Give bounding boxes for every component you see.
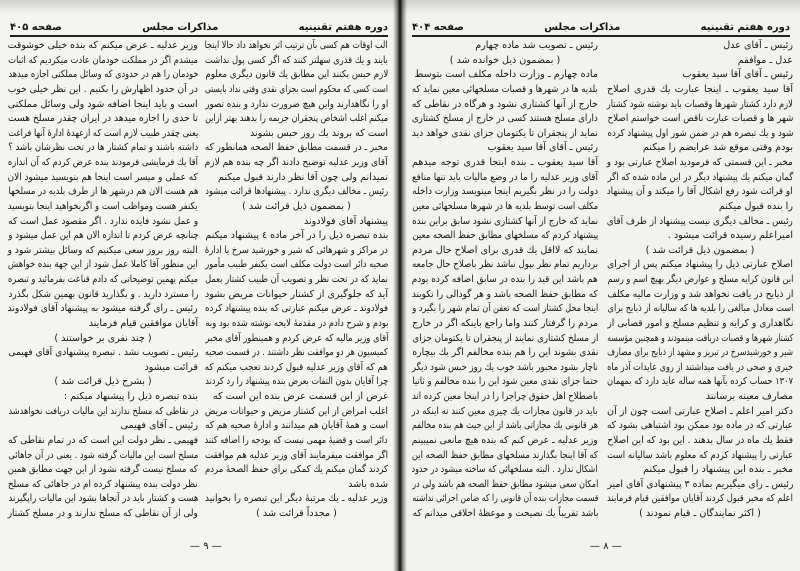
text-line xyxy=(8,201,198,213)
text-line xyxy=(412,99,598,111)
text-line-content: نماید که در تحت نظر و تصویب آن طبیب کشتار بعمل xyxy=(205,274,388,285)
text-line-content: که مسلخ نیست گرفته نشود از این جهت مطابق همین xyxy=(7,464,198,476)
text-line-content: در مراکز و شهرهائی که شیر و خورشید سرخ یا ادارهٔ xyxy=(205,244,388,256)
text-line xyxy=(8,508,198,520)
text-line-content: امکان سعی میشود مطابق حفظ الصحه هم باشد ولی در xyxy=(411,478,598,490)
text-line xyxy=(205,245,388,257)
text-line xyxy=(205,274,388,286)
text-line xyxy=(205,303,388,315)
text-line xyxy=(205,406,388,418)
text-line-content: که آقا اینجا بگذارند مسلخهای مطابق حفظ الصحه این xyxy=(411,449,598,461)
text-line-content: چنانچه عرض کردم تا اندازه الان هم این عمل میشود و xyxy=(7,230,198,242)
text-line-content: خودمان را هم در حدودی که وسائل مملکتی اجازه میدهد xyxy=(8,69,198,81)
text-line xyxy=(412,259,598,271)
text-line-content: نقدی بشوند این را هم بنده مخالفم اگر یك بیچاره xyxy=(411,347,598,359)
text-line-content: شیر و خورشیدسرخ در تبریز و مشهد از ذبایح برای مصارف xyxy=(607,347,793,359)
text-line-content: رئیس ـ رای میگیریم بماده ۳ پیشنهادی آقای امیر xyxy=(606,478,793,490)
text-line xyxy=(205,289,388,301)
text-line-content: فهیمی ـ نظر دولت این است که در تمام نقاطی که xyxy=(7,434,198,446)
text-line-content: البته روز بروز سعی میکنیم که وسائل بیشتر شود و xyxy=(7,244,198,256)
text-line xyxy=(8,186,198,198)
text-line xyxy=(205,464,388,476)
text-line-content: از ذبایح در یافت نخواهد شد و وزارت مالیه مکلف xyxy=(606,288,793,300)
text-line-content: رئیس ـ مخالف دیگری ندارد . پیشنهادها قرائت میشود xyxy=(205,186,388,198)
text-line-content: دولت را در نظر بگیریم اینجا مینویسد وزارت داخله xyxy=(411,186,598,198)
text-line xyxy=(607,216,793,228)
text-line-content: گمان میکنم یك پیشنهاد دیگر در این ماده شده که اگر xyxy=(607,171,793,183)
text-line xyxy=(607,376,793,388)
text-line xyxy=(8,128,198,140)
text-line-content: ( بمضمون ذیل قرائت شد ) xyxy=(242,200,351,212)
text-line xyxy=(412,40,598,52)
text-line xyxy=(412,274,598,286)
text-line-content: اشکال ندارد . البته مسلخهائی که ساخته میشود در حدود xyxy=(411,464,598,476)
text-line xyxy=(205,216,388,228)
text-line xyxy=(412,391,598,403)
text-line-content: میکنم بهمین توضیحاتی که دادم قناعت بفرمائید و تبصره xyxy=(7,274,198,285)
text-line xyxy=(8,464,198,476)
text-line-content: قسمت مجازات بنده آن قانونی را که ضامن اجرائی نداشته xyxy=(411,493,598,505)
header-rule xyxy=(10,35,388,37)
text-line xyxy=(205,157,388,169)
text-line-content: آقایان موافقین قیام فرمایند xyxy=(88,317,198,329)
text-line xyxy=(607,303,793,315)
text-line xyxy=(8,347,198,359)
text-line-content: بنده تبصره ذیل را پیشنهاد میکنم : xyxy=(63,391,198,402)
text-line xyxy=(8,113,198,125)
text-line-content: آقای وزیر عدلیه را ما در وضع مالیات باید تنها منافع xyxy=(411,171,598,183)
text-line xyxy=(607,420,793,432)
text-line-content: بایند و یك قدری سهلتر کنند که اگر کسی پول نداشت xyxy=(205,54,388,66)
text-line xyxy=(205,450,388,462)
text-line-content: لازم حبس بکنند این مطابق یك قانون دیگری معلوم xyxy=(204,69,388,81)
text-line xyxy=(412,464,598,476)
text-line-content: قرائت میشود xyxy=(144,361,198,373)
text-line xyxy=(8,216,198,228)
text-line-content: مسلخ است این مالیات گرفته شود . یعنی در آن جاهائی xyxy=(8,449,198,461)
text-line-content: وزیر عدلیه ـ عرض کنم که بنده هیچ مانعی نمیبینم xyxy=(412,434,598,446)
text-line-content: الب اوقات هم کسی بآن ترتیب اثر نخواهد داد حالا اینجا xyxy=(205,40,388,51)
text-line-content: میکنم اغلب اشخاص پنجقران جریمه را بدهند بهتر ازاین xyxy=(204,113,388,125)
text-line-content: رئیس ـ مخالف دیگری نیست پیشنهاد از طرف آقای xyxy=(606,215,793,227)
text-line xyxy=(205,69,388,81)
text-line-content: ولی از آن نقاطی که مسلخ ندارند و در مسلخ کشتار xyxy=(7,508,198,519)
text-line-content: را بنده قبول میکنم xyxy=(718,200,793,212)
text-line-content: عدل ـ موافقم xyxy=(737,54,793,66)
text-line-content: ( بشرح ذیل قرائت شد ) xyxy=(54,376,152,388)
text-line xyxy=(412,142,598,154)
text-line-content: اگر موافقت میفرمایند آقای وزیر عدلیه هم موافقت xyxy=(204,449,388,461)
text-line-content: امیراعلم رسیده قرائت میشود . xyxy=(667,230,793,242)
text-line xyxy=(8,99,198,111)
text-line xyxy=(205,142,388,154)
text-line xyxy=(8,274,198,286)
text-line xyxy=(412,289,598,301)
text-line-content: غرض از این قسمت عرض بنده این است که xyxy=(212,391,388,402)
text-line xyxy=(8,172,198,184)
text-line xyxy=(607,186,793,198)
text-line xyxy=(8,450,198,462)
text-line-content: خارج از آنها کشتاری نشود و هرگاه در نقاطی که xyxy=(411,98,598,110)
text-line-content: کشتار شهرها و قصبات دریافت مینمودند و همچنین مؤسسه xyxy=(606,332,793,344)
text-line xyxy=(205,420,388,432)
text-line xyxy=(607,55,793,67)
text-line-content: ( مجدداً قرائت شد ) xyxy=(256,508,337,519)
text-line-content: مکلف است توسط بلدیه ها در شهرها مسلخهائی معین xyxy=(412,200,598,212)
text-line-content: هم هست الان هم درشهر ها از طرف بلدیه در مسلخها xyxy=(8,186,198,198)
text-line-content: است معادل مبالغی را بلدیه ها که سالیانه از ذبایح برای xyxy=(607,303,793,315)
text-line xyxy=(205,479,388,491)
text-line xyxy=(205,172,388,184)
text-line-content: که مطابق حفظ الصحه باشد و هر گودالی را نکوبند xyxy=(412,288,598,300)
text-line xyxy=(8,157,198,169)
text-line-content: برداریم تمام نظر بپول نباشد نظر باصلاح حال جامعه xyxy=(411,259,598,271)
text-line-content: کردند گمان میکنم یك کمکی برای حفظ الصحهٔ مردم xyxy=(204,464,388,476)
text-line xyxy=(412,347,598,359)
text-line-content: تا حدی را اجازه میدهد در ایران چقدر مسلخ هست xyxy=(7,113,198,125)
text-line-content: بودم وقتی موقع شد عرایضم را میکنم xyxy=(642,142,793,154)
journal-title: مذاکرات مجلس xyxy=(544,22,621,33)
text-line xyxy=(607,201,793,213)
text-line xyxy=(607,464,793,476)
text-line xyxy=(412,84,598,96)
text-line-content: شود و یك تبصره هم در ضمن شور اول پیشنهاد کرده xyxy=(607,127,793,139)
text-line xyxy=(205,113,388,125)
text-line-content: ( اکثر نمایندگان ـ قیام نمودند ) xyxy=(639,508,761,519)
text-line-content: رئیس ـ تصویب نشد . تبصره پیشنهادی آقای فهیمی xyxy=(7,347,198,359)
text-line-content: ناچار بشود مجبور باشد خوب یك روز حبس شود دیگر xyxy=(412,361,598,373)
text-column xyxy=(205,40,388,520)
text-line xyxy=(607,493,793,505)
text-line xyxy=(412,216,598,228)
text-line xyxy=(607,435,793,447)
text-line xyxy=(607,245,793,257)
text-line xyxy=(205,186,388,198)
text-line xyxy=(205,84,388,96)
text-line-content: ( چند نفری بر خواستند ) xyxy=(54,332,152,344)
text-line-content: آقای وزیر مالیه که عرض کردم و همینطور آقای مخبر xyxy=(204,332,388,344)
text-line-content: چرا آقایان بدون التفات بعرض بنده پیشنهاد را رد کردند xyxy=(204,376,388,388)
page-footer-number: — ۸ — xyxy=(590,541,622,552)
text-line-content: باید در قانون مجازات یك چیزی معین کنند نه اینکه در xyxy=(411,405,598,417)
text-line xyxy=(412,450,598,462)
text-line xyxy=(607,479,793,491)
text-line-content: صحیه دائر است دولت مکلف است یکنفر طبیب مأمور xyxy=(204,259,388,271)
text-line xyxy=(607,318,793,330)
text-line xyxy=(8,142,198,154)
text-line xyxy=(412,406,598,418)
text-column xyxy=(607,40,793,520)
text-line-content: است که بروند یك روز حبس بشوند xyxy=(249,127,388,139)
text-line xyxy=(607,508,793,520)
text-line-content: کمیسیون هر دو موافقت نظر داشتند . در قسمت صحیه xyxy=(205,347,388,359)
text-line xyxy=(607,172,793,184)
text-line-content: عبارتی را پیشنهاد کردم که معلوم باشد سالیانه است xyxy=(607,449,793,461)
text-line-content: نمیدانم ولی چون آقا نظر دارند قبول میکنم xyxy=(217,171,388,183)
text-line-content: وزیر عدلیه ـ یك مرتبهٔ دیگر این تبصره را بخوانید xyxy=(204,493,388,505)
text-line-content: رئیس ـ آقای عدل xyxy=(723,40,793,51)
text-line-content: وزیر عدلیه ـ عرض میکنم که بنده خیلی خوشوقت xyxy=(8,40,198,51)
text-line-content: است و همهٔ آقایان هم میدانند و ادارهٔ صحیه هم که xyxy=(205,420,388,432)
text-line-content: هر قانونی یك مجازاتی باشد از این حیث هم بنده مخالفم xyxy=(411,420,598,432)
text-line-content: هم باشد این قید را بنده در سابق اضافه کرده بودم xyxy=(412,274,598,285)
header-rule xyxy=(412,35,790,37)
text-line-content: شهر ها و قصبات عبارت ناقص است خواستم اصلاح xyxy=(607,113,793,125)
text-line-content: ( بمضمون ذیل قرائت شد ) xyxy=(645,244,755,256)
text-line-content: فولادوند ـ عرض میکنم عبارتی که بنده پیشنهاد کرده xyxy=(204,303,388,315)
text-line xyxy=(8,420,198,432)
text-line-content: آقا یك فرمایشی فرمودند بنده عرض کردم که آن اندازه xyxy=(7,157,198,168)
text-line-content: باصطلاح اهل حقوق چراجزا را در اینجا معین کرده اند xyxy=(411,391,598,402)
text-line-content: خیری و صحی در یافت میداشتند از روی عایدات آذر ماه xyxy=(607,361,793,373)
text-line xyxy=(205,391,388,403)
text-line-content: نماید که خارج از آنها کشتاری نشود سابق براین بنده xyxy=(411,215,598,227)
text-line xyxy=(412,113,598,125)
text-line-content: هم که آقای وزیر عدلیه قبول کردند تعجب میکنم که xyxy=(205,361,388,373)
text-line xyxy=(412,303,598,315)
text-line xyxy=(412,157,598,169)
text-line-content: مردم را گرفتار کنند واما راجع باینکه اگر در خارج xyxy=(412,317,598,329)
text-line xyxy=(607,289,793,301)
text-line-content: داشته باشند و تمام کشتار ها در تحت نظرشان باشد ؟ xyxy=(8,142,198,154)
text-line xyxy=(8,84,198,96)
text-line xyxy=(205,55,388,67)
text-line xyxy=(607,362,793,374)
text-line-content: بنده تبصره ذیل را در آخر ماده ٤ پیشنهاد میکنم xyxy=(205,230,388,242)
text-line xyxy=(412,508,598,520)
text-line xyxy=(205,99,388,111)
text-line-content: نمایند که لااقل یك قدری برای اصلاح حال مردم xyxy=(411,244,598,256)
text-line xyxy=(412,201,598,213)
text-line-content: او را نگاهدارند واین هیچ ضرورت ندارد و بنده تصور xyxy=(205,98,388,110)
text-line xyxy=(412,128,598,140)
session-title: دوره هفتم تقنینیه xyxy=(700,22,790,33)
text-line xyxy=(412,435,598,447)
text-line-content: ماده چهارم ـ وزارت داخله مکلف است بتوسط xyxy=(414,69,598,81)
text-line xyxy=(412,230,598,242)
text-line xyxy=(8,303,198,315)
text-line xyxy=(412,420,598,432)
text-line xyxy=(412,55,598,67)
text-line xyxy=(205,347,388,359)
text-line-content: آقا سید یعقوب ـ اینجا عبارت یك قدری اصلاح xyxy=(606,83,793,95)
text-line xyxy=(205,508,388,520)
text-line xyxy=(8,406,198,418)
text-line xyxy=(607,84,793,96)
text-line-content: آقا سید یعقوب ـ بنده اینجا قدری توجه میدهم xyxy=(411,157,598,168)
text-line xyxy=(607,99,793,111)
text-line-content: عبارتی که در ماده بود ممکن بود اشتباهی بشود که xyxy=(607,420,793,432)
text-line xyxy=(205,362,388,374)
text-line xyxy=(8,259,198,271)
text-line-content: اعلم که مخبر قبول کردند آقایان موافقین قیام فرمایند xyxy=(607,493,793,505)
text-line xyxy=(205,318,388,330)
text-line xyxy=(205,435,388,447)
text-line xyxy=(8,493,198,505)
text-line xyxy=(607,406,793,418)
text-line-content: در آن حدود اظهارش را بکنیم . این نظر خیلی خوب xyxy=(8,83,198,95)
text-column xyxy=(412,40,598,520)
text-line-content: اصلاح عبارتی ذیل را پیشنهاد میکنم پس از اجرای xyxy=(606,259,793,271)
text-line xyxy=(607,333,793,345)
text-line xyxy=(205,333,388,345)
text-line-content: را مسترد دارید . و بگذارید قانون بهمین شکل بگذرد xyxy=(8,288,198,300)
text-line xyxy=(607,450,793,462)
text-line-content: نظر دولت بنده پیشنهاد کرده ام در جاهائی که مسلخ xyxy=(8,478,198,490)
page-number: صفحه ۴۰۴ xyxy=(412,22,464,33)
text-line-content: رئیس ـ تصویب شد ماده چهارم xyxy=(475,40,598,51)
text-line xyxy=(8,289,198,301)
text-line-content: دائر است و قضیهٔ مهمی نیست که بودجه را اضافه کنند xyxy=(204,434,388,446)
text-line xyxy=(607,347,793,359)
text-line xyxy=(8,245,198,257)
text-line-content: این منظور آقا کاملا عمل شود از این جهة بنده خواهش xyxy=(8,259,198,271)
text-line-content: لازم دارد کشتار شهرها وقصبات باید نوشته شود کشتار xyxy=(606,98,793,110)
text-line xyxy=(8,435,198,447)
text-line xyxy=(412,479,598,491)
text-line xyxy=(412,245,598,257)
text-line xyxy=(8,55,198,67)
text-line-content: رئیس ـ آقای آقا سید یعقوب xyxy=(682,69,793,81)
text-line xyxy=(8,69,198,81)
text-line-content: در نقاطی که مسلخ ندارند این مالیات دریافت نخواهدشد xyxy=(7,405,198,417)
text-line xyxy=(412,493,598,505)
text-line xyxy=(8,318,198,330)
text-line xyxy=(8,40,198,52)
text-line xyxy=(412,172,598,184)
text-line xyxy=(8,391,198,403)
text-line-content: مخبر ـ در قسمت مطابق حفظ الصحه همانطور که xyxy=(205,142,388,154)
text-line-content: بودم و شرح دادم در مقدمهٔ لایحه نوشته شده بود وبه xyxy=(204,317,388,329)
text-line-content: شده باشد xyxy=(348,478,388,490)
text-line-content: مصارف معینه برسانند xyxy=(705,391,793,402)
text-line xyxy=(205,40,388,52)
text-line xyxy=(607,391,793,403)
text-line-content: باشد تقریباً یك نصیحت و موعظهٔ اخلاقی میدانم که xyxy=(412,508,598,519)
session-title: دوره هفتم تقنینیه xyxy=(298,22,388,33)
text-line-content: اغلب امراض از این کشتار مریض و حیوانات مریض xyxy=(204,405,388,417)
text-line-content: یکنفر هست ومواظب است و اگربخواهید اینجا بنویسید xyxy=(8,200,198,212)
text-line-content: ( بمضمون ذیل خوانده شد ) xyxy=(449,54,561,66)
text-line-content: پیشنهاد آقای فولادوند xyxy=(303,215,388,227)
text-line-content: پیشنهاد کردم که مسلخهای مطابق حفظ الصحه معین xyxy=(412,230,598,242)
text-line-content: که عملی و میسر است اینجا هم بنویسید میشود الان xyxy=(7,171,198,183)
text-line xyxy=(8,333,198,345)
text-line xyxy=(205,493,388,505)
left-page-header xyxy=(10,19,388,33)
text-line xyxy=(607,113,793,125)
text-line-content: است کسی که محکوم است بجزای نقدی وقتی نداد بایستی xyxy=(204,83,388,95)
text-line xyxy=(607,157,793,169)
text-line-content: هست و کشتار باید در آنجاها بشود این مالیات راپگیرند xyxy=(8,493,198,505)
text-line-content: و عمل نشود فایده ندارد . اگر مقصود عمل است که xyxy=(8,215,198,227)
text-line xyxy=(607,274,793,286)
text-line xyxy=(412,69,598,81)
text-line xyxy=(8,376,198,388)
text-line xyxy=(8,479,198,491)
text-line xyxy=(607,259,793,271)
text-line xyxy=(607,142,793,154)
text-line xyxy=(8,362,198,374)
text-line xyxy=(412,376,598,388)
text-line-content: رئیس ـ رای گرفته میشود به پیشنهاد آقای فولادوند xyxy=(8,303,198,315)
text-line xyxy=(205,128,388,140)
text-line-content: رئیس ـ آقای آقا سید یعقوب xyxy=(487,142,598,154)
text-line-content: رئیس ـ آقای فهیمی xyxy=(120,420,198,432)
text-line-content: آقای وزیر عدلیه توضیح دادند اگر چه بنده هم لازم xyxy=(205,157,388,168)
text-line-content: فقط یك ماه در سال بدهند . این بود که این اصلاح xyxy=(607,434,793,446)
text-column xyxy=(8,40,198,520)
text-line xyxy=(607,40,793,52)
text-line xyxy=(607,230,793,242)
text-line xyxy=(412,333,598,345)
text-line xyxy=(205,376,388,388)
text-line-content: اینجا محل کشتار است که تعفن آن تمام شهر را بگیرد و xyxy=(412,303,598,315)
text-line-content: مخبر ـ بنده این پیشنهاد را قبول میکنم xyxy=(643,464,793,476)
journal-title: مذاکرات مجلس xyxy=(142,22,219,33)
text-line-content: مخبر ـ این قسمتی که فرمودید اصلاح عبارتی بود و xyxy=(607,157,793,168)
text-line-content: نماید از پنجقران تا یکتومان جزای نقدی خواهد دید xyxy=(412,127,598,139)
right-page-header xyxy=(412,19,790,33)
text-line xyxy=(205,201,388,213)
text-line xyxy=(8,230,198,242)
text-line-content: یعنی چقدر طبیب لازم است که ازعهدهٔ ادارهٔ آنها فراغت xyxy=(7,127,198,139)
text-line xyxy=(205,259,388,271)
text-line-content: از مسلخ کشتاری نمایند از پنجقران تا یکتومان جزای xyxy=(411,332,598,344)
text-line-content: ۱۳۰۷ حساب کرده بآنها همه ساله عاید دارد که بمهمان xyxy=(606,376,793,388)
text-line-content: است و باید اینجا اضافه شود ولی وسائل مملکتی xyxy=(8,98,198,110)
text-line-content: آید که جلوگیری از کشتار حیوانات مریض بشود xyxy=(204,288,388,300)
text-line-content: این قانون کرایه مسلخ و عوارض دیگر بهیچ اسم و رسم xyxy=(607,274,793,285)
text-line-content: دکتر امیر اعلم ـ اصلاح عبارتی است چون از آن xyxy=(607,405,793,417)
text-line-content: او قرائت شود رفع اشکال آقا را میکند و آن پیشنهاد xyxy=(607,186,793,198)
text-line xyxy=(607,128,793,140)
text-line-content: بلدیه ها در شهرها و قصبات مسلخهائی معین نماید که xyxy=(412,83,598,95)
text-line-content: میشدم اگر در مملکت خودمان عادت میکردیم که اثبات xyxy=(8,54,198,66)
text-line xyxy=(607,69,793,81)
text-line-content: دارای مسلخ هستند کسی در خارج از مسلخ کشتاری xyxy=(412,113,598,125)
text-line xyxy=(412,318,598,330)
page-footer-number: — ۹ — xyxy=(190,541,222,552)
text-line-content: نگاهداری و کرایه و تنظیم مسلخ و امور قصابی از xyxy=(606,317,793,329)
page-number: صفحه ۴۰۵ xyxy=(10,22,62,33)
text-line xyxy=(412,186,598,198)
text-line xyxy=(412,362,598,374)
text-line-content: حتما جزای نقدی معین شود این را بنده مخالفم و ثانیا xyxy=(412,376,598,388)
text-line xyxy=(205,230,388,242)
